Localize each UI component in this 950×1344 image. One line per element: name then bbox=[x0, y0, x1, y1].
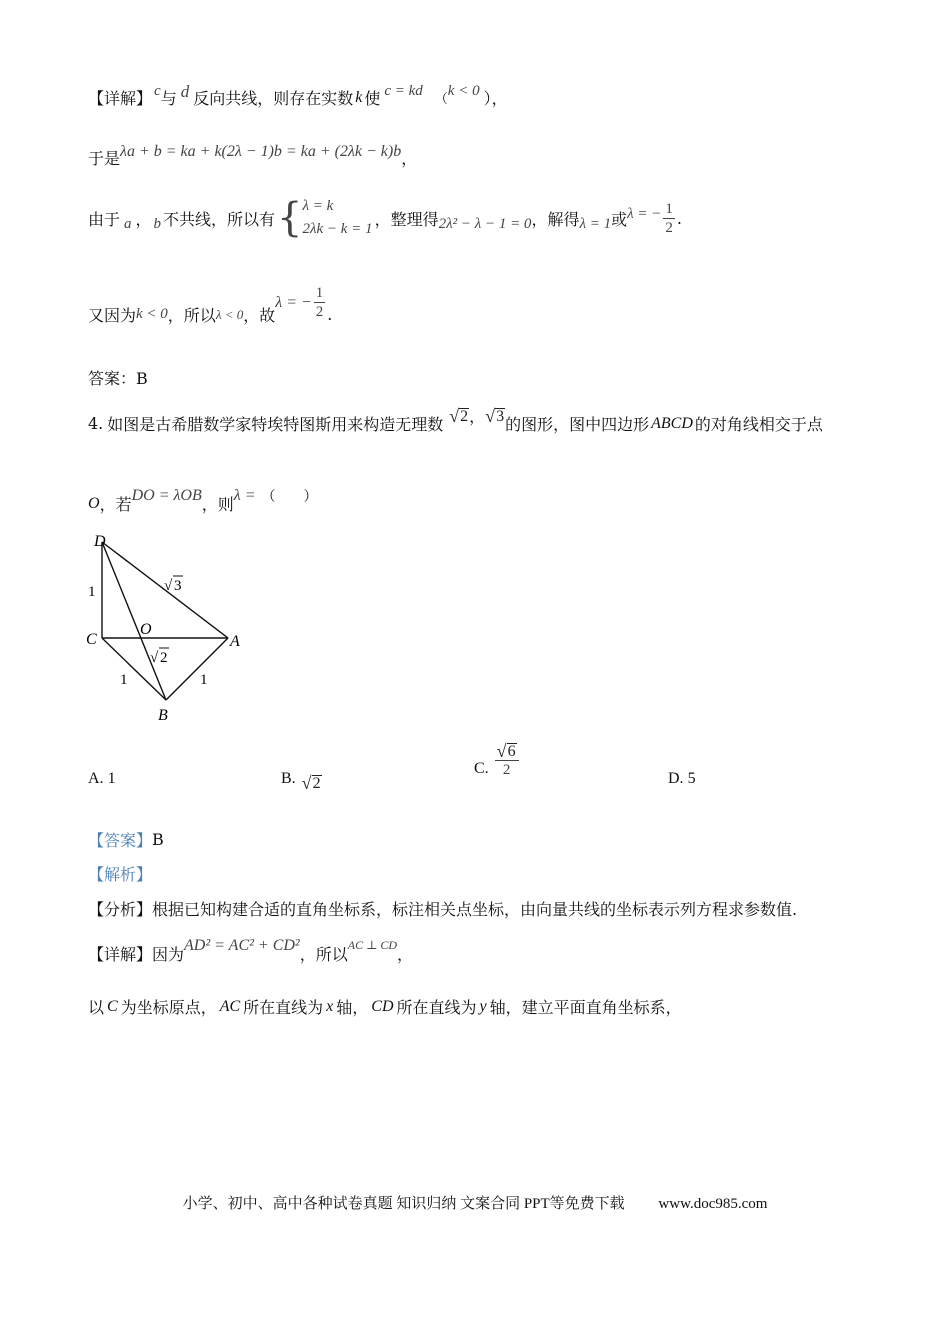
answer-line: 答案：B bbox=[88, 369, 148, 388]
svg-text:2: 2 bbox=[160, 650, 168, 666]
fenxi-text: 根据已知构建合适的直角坐标系，标注相关点坐标，由向量共线的坐标表示列方程求参数值. bbox=[152, 900, 798, 919]
line3-text-2: ，整理得 bbox=[374, 209, 439, 229]
detail-tag-2: 【详解】 bbox=[88, 945, 153, 964]
segment-cb bbox=[102, 638, 166, 700]
analysis-heading: 【解析】 bbox=[88, 865, 153, 884]
fraction-half-2: $\frac{1}{2}$ bbox=[315, 285, 324, 320]
eq-pythagoras: AD² = AC² + CD² bbox=[184, 936, 300, 954]
detail-line-1 bbox=[88, 81, 508, 109]
question-text-4: ，若 bbox=[99, 495, 132, 514]
line2-eq: λa + b = ka + k(2λ − 1)b = ka + (2λk − k)b bbox=[120, 142, 402, 160]
line4-prefix: 又因为 bbox=[88, 306, 137, 325]
sqrt-3: √ 3 bbox=[485, 405, 505, 426]
left-brace: { bbox=[277, 195, 303, 241]
option-a[interactable]: A. 1 bbox=[88, 770, 116, 787]
solution-1: λ = 1 bbox=[579, 215, 612, 232]
geometry-figure bbox=[80, 528, 260, 728]
option-c-fraction: √ 6 2 bbox=[495, 742, 519, 779]
detail-text-1: 反向共线，则存在实数 bbox=[193, 89, 354, 108]
result-prefix: λ = − bbox=[275, 293, 312, 311]
option-c[interactable]: C. √ 6 2 bbox=[474, 742, 521, 779]
line3-prefix: 由于 bbox=[88, 209, 121, 229]
footer-url[interactable]: www.doc985.com bbox=[658, 1196, 768, 1212]
question-text-1: 如图是古希腊数学家特埃特图斯用来构造无理数 bbox=[107, 415, 444, 434]
condition-do-lambda-ob: DO = λOB bbox=[131, 486, 202, 504]
sqrt-separator: ， bbox=[469, 407, 486, 426]
line3-text-3: ，解得 bbox=[531, 209, 580, 229]
vector-b: b bbox=[153, 215, 162, 232]
sqrt-2: √ 2 bbox=[449, 405, 469, 426]
segment-cd-label: CD bbox=[371, 997, 394, 1015]
paren-open: （ bbox=[434, 92, 448, 107]
ask-lambda: λ = bbox=[233, 486, 256, 504]
label-a: A bbox=[230, 633, 240, 650]
eq-c-kd: c = kd bbox=[384, 83, 423, 99]
cond-lambda-neg: λ < 0 bbox=[215, 306, 244, 322]
detail-tag: 【详解】 bbox=[88, 89, 153, 108]
label-b: B bbox=[158, 707, 168, 724]
line2-prefix: 于是 bbox=[88, 149, 121, 168]
text-so: ，所以 bbox=[299, 945, 348, 964]
cond-k-neg: k < 0 bbox=[447, 83, 480, 99]
length-ob bbox=[150, 648, 169, 666]
point-c: C bbox=[107, 997, 118, 1015]
detail-line-4 bbox=[88, 284, 333, 325]
length-ba: 1 bbox=[200, 672, 208, 688]
segment-ab bbox=[166, 638, 228, 700]
line3-comma: ， bbox=[135, 209, 152, 229]
length-da bbox=[164, 576, 183, 594]
answer-section bbox=[88, 828, 164, 851]
text-with: 与 bbox=[160, 89, 177, 108]
detail-text-2: 使 bbox=[364, 89, 381, 108]
quadratic-eq: 2λ² − λ − 1 = 0 bbox=[438, 215, 532, 232]
cond-k-neg-2: k < 0 bbox=[136, 306, 168, 322]
option-b[interactable]: B. √ 2 bbox=[281, 770, 321, 793]
vector-c: c bbox=[154, 83, 161, 99]
axis-y: y bbox=[479, 997, 487, 1015]
line4-mid-2: ，故 bbox=[243, 306, 276, 325]
label-o: O bbox=[140, 621, 152, 638]
question-4-line-1 bbox=[88, 404, 823, 434]
line2-suffix: ， bbox=[401, 149, 418, 168]
option-b-sqrt: √ 2 bbox=[301, 773, 321, 793]
line4-end: . bbox=[327, 305, 333, 324]
system-eq-2: 2λk − k = 1 bbox=[302, 221, 373, 237]
question-4-line-2 bbox=[88, 484, 318, 514]
vector-a: a bbox=[124, 215, 132, 232]
question-text-3: 的对角线相交于点 bbox=[694, 415, 823, 434]
fenxi-tag: 【分析】 bbox=[88, 900, 153, 919]
point-o: O bbox=[88, 494, 100, 512]
solution-2-prefix: λ = − bbox=[627, 205, 662, 222]
line3-end: . bbox=[676, 208, 682, 228]
question-text-5: ，则 bbox=[201, 495, 234, 514]
svg-text:√: √ bbox=[164, 578, 173, 594]
question-number: 4. bbox=[88, 414, 104, 433]
var-k: k bbox=[355, 88, 363, 106]
quad-abcd: ABCD bbox=[651, 414, 693, 432]
answer-blank: （ ） bbox=[261, 488, 318, 505]
vector-d: d bbox=[180, 81, 190, 101]
system-eq-1: λ = k bbox=[302, 198, 334, 214]
text-end: ， bbox=[397, 945, 414, 964]
svg-text:3: 3 bbox=[174, 578, 182, 594]
answer-tag: 【答案】 bbox=[88, 831, 153, 850]
paren-close: ）， bbox=[483, 89, 508, 108]
line3-text-1: 不共线，所以有 bbox=[163, 209, 276, 229]
perp-relation: AC ⊥ CD bbox=[347, 938, 398, 952]
option-d[interactable]: D. 5 bbox=[668, 770, 696, 787]
fraction-half: $\frac{1}{2}$ bbox=[665, 200, 673, 236]
text-or: 或 bbox=[611, 209, 628, 229]
footer bbox=[0, 1192, 950, 1213]
line4-mid: ，所以 bbox=[167, 306, 216, 325]
coordinate-line: 以 C 为坐标原点， AC 所在直线为 x 轴， CD 所在直线为 y 轴，建立平面直角坐标系， bbox=[88, 997, 682, 1017]
equation-system bbox=[277, 196, 373, 240]
footer-text: 小学、初中、高中各种试卷真题 知识归纳 文案合同 PPT等免费下载 bbox=[182, 1196, 625, 1212]
label-d: D bbox=[94, 533, 106, 550]
detail-line-2 bbox=[88, 140, 418, 168]
label-c: C bbox=[86, 631, 97, 648]
length-dc: 1 bbox=[88, 584, 96, 600]
length-cb: 1 bbox=[120, 672, 128, 688]
detail-line-3 bbox=[88, 196, 682, 240]
segment-ac-label: AC bbox=[219, 997, 241, 1015]
axis-x: x bbox=[326, 997, 334, 1015]
text-because: 因为 bbox=[152, 945, 185, 964]
answer-value: B bbox=[152, 830, 164, 849]
question-text-2: 的图形，图中四边形 bbox=[505, 415, 650, 434]
fenxi-line bbox=[88, 897, 797, 920]
svg-text:√: √ bbox=[150, 650, 159, 666]
detail-solution-line bbox=[88, 934, 414, 964]
